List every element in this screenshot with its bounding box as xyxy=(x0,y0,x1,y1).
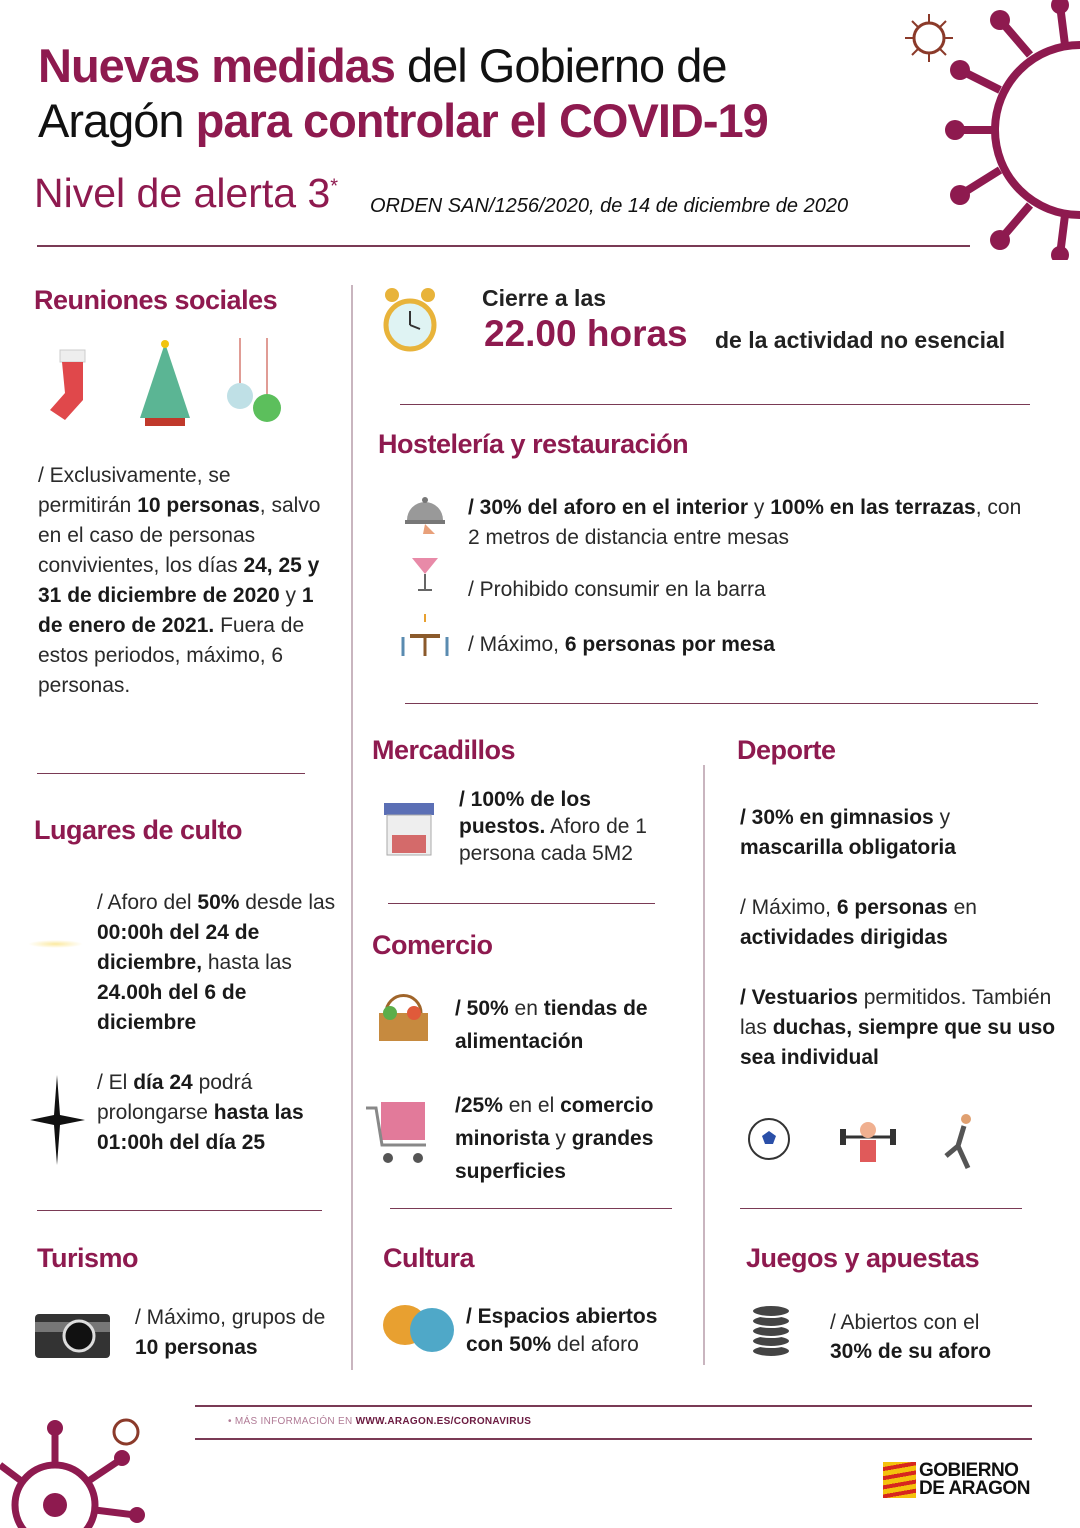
page-title xyxy=(38,38,768,148)
more-info-label: MÁS INFORMACIÓN EN xyxy=(234,1416,356,1427)
bold-text: Nuevas medidas xyxy=(38,39,395,92)
bold-text: duchas, siempre que su uso sea individual xyxy=(740,1016,1056,1069)
text: permitidos. También las xyxy=(740,986,1052,1039)
deporte-item-2 xyxy=(740,893,1040,953)
text: Aragón xyxy=(38,94,196,147)
alert-asterisk: * xyxy=(330,175,339,198)
comercio-item-1 xyxy=(455,992,690,1058)
aragon-flag-icon xyxy=(883,1462,916,1498)
bold-text: 00:00h del 24 de diciembre, xyxy=(97,921,260,974)
bold-text: hasta las 01:00h del día 25 xyxy=(97,1101,304,1154)
bold-text: / Vestuarios xyxy=(740,986,858,1009)
bold-text: día 24 xyxy=(133,1071,193,1094)
basket-icon xyxy=(376,993,431,1045)
text: , con 2 metros de distancia entre mesas xyxy=(468,496,1022,549)
text: / Máximo, xyxy=(740,896,837,919)
logo-line-1: GOBIERNO xyxy=(919,1460,1019,1481)
shopping-cart-icon xyxy=(366,1100,431,1165)
market-stall-icon xyxy=(384,803,434,858)
reuniones-text xyxy=(38,461,323,701)
divider xyxy=(390,1208,672,1209)
bold-text: /25% xyxy=(455,1094,503,1117)
hosteleria-item-2 xyxy=(468,575,1028,605)
bold-text: 6 personas por mesa xyxy=(564,633,775,656)
turismo-title: Turismo xyxy=(37,1243,139,1273)
alarm-clock-icon xyxy=(380,283,440,358)
hosteleria-title: Hostelería y restauración xyxy=(378,429,689,459)
cloche-icon xyxy=(405,490,445,535)
bold-text: tiendas de alimentación xyxy=(455,997,648,1053)
column-divider xyxy=(703,765,705,1365)
gobierno-aragon-logo xyxy=(883,1462,1030,1498)
bold-text: 10 personas xyxy=(137,494,260,517)
table-chairs-icon xyxy=(400,612,450,657)
divider xyxy=(740,1208,1022,1209)
bold-text: 100% en las terrazas xyxy=(770,496,976,519)
text: / El xyxy=(97,1071,134,1094)
text: podrá prolongarse xyxy=(97,1071,253,1124)
cierre-label: Cierre a las xyxy=(482,285,607,311)
reuniones-title: Reuniones sociales xyxy=(34,285,278,315)
bold-text: actividades dirigidas xyxy=(740,926,948,949)
camera-icon xyxy=(35,1308,110,1358)
bold-text: / Espacios abiertos con 50% xyxy=(466,1305,658,1356)
divider xyxy=(37,773,305,774)
text: del aforo xyxy=(551,1333,639,1356)
deporte-title: Deporte xyxy=(737,735,836,765)
text: y xyxy=(279,584,302,607)
footer-divider-bottom xyxy=(195,1438,1032,1440)
text: en xyxy=(947,896,977,919)
text: y xyxy=(748,496,771,519)
culto-title: Lugares de culto xyxy=(34,815,243,845)
bold-text: para controlar el COVID-19 xyxy=(195,94,768,147)
deporte-item-1 xyxy=(740,803,1040,863)
text: en el xyxy=(502,1094,561,1117)
turismo-text xyxy=(135,1303,335,1363)
deporte-item-3 xyxy=(740,983,1060,1073)
text: del Gobierno de xyxy=(394,39,727,92)
mercadillos-text xyxy=(459,786,674,867)
divider xyxy=(37,1210,322,1211)
casino-chips-icon xyxy=(750,1303,792,1358)
header-divider xyxy=(37,245,970,247)
cierre-suffix: de la actividad no esencial xyxy=(715,327,1006,353)
more-info: • MÁS INFORMACIÓN EN WWW.ARAGON.ES/CORONAVIRUS xyxy=(228,1416,532,1427)
bold-text: comercio minorista xyxy=(455,1094,654,1150)
alert-level-text: Nivel de alerta 3 xyxy=(34,170,331,216)
bold-text: 24, 25 y 31 de diciembre de 2020 xyxy=(38,554,320,607)
cierre-time: 22.00 horas xyxy=(484,313,688,354)
bold-text: / 30% del aforo en el interior xyxy=(468,496,749,519)
virus-icon xyxy=(940,0,1080,260)
stocking-icon xyxy=(45,345,95,425)
text: / Prohibido consumir en la barra xyxy=(468,578,766,601)
bold-text: mascarilla obligatoria xyxy=(740,836,956,859)
cocktail-icon xyxy=(410,550,440,595)
text: hasta las xyxy=(202,951,292,974)
juegos-text xyxy=(830,1308,1020,1366)
mercadillos-title: Mercadillos xyxy=(372,735,516,765)
runner-icon xyxy=(940,1112,980,1170)
bold-text: / 100% de los puestos. xyxy=(459,788,591,838)
bold-text: 10 personas xyxy=(135,1336,258,1359)
comercio-title: Comercio xyxy=(372,930,493,960)
text: Fuera de estos periodos, máximo, 6 personas. xyxy=(38,614,305,697)
text: y xyxy=(549,1127,572,1150)
logo-line-2: DE ARAGON xyxy=(919,1478,1030,1499)
cultura-text xyxy=(466,1303,691,1359)
small-virus-icon xyxy=(903,12,955,64)
ornaments-icon xyxy=(225,338,285,428)
theater-masks-icon xyxy=(380,1300,458,1355)
alert-level xyxy=(34,170,338,217)
text: / Aforo del xyxy=(97,891,198,914)
bold-text: 24.00h del 6 de diciembre xyxy=(97,981,247,1034)
bold-text: 6 personas xyxy=(836,896,948,919)
christmas-tree-icon xyxy=(135,338,195,428)
more-info-link[interactable]: WWW.ARAGON.ES/CORONAVIRUS xyxy=(355,1416,532,1427)
text: / Máximo, grupos de xyxy=(135,1306,326,1329)
text: desde las xyxy=(239,891,336,914)
cultura-title: Cultura xyxy=(383,1243,474,1273)
text: , salvo en el caso de personas convivientes, los días xyxy=(38,494,321,577)
divider xyxy=(388,903,655,904)
comercio-item-2 xyxy=(455,1089,695,1188)
text: y xyxy=(933,806,951,829)
soccer-ball-icon xyxy=(747,1117,791,1161)
text: / Máximo, xyxy=(468,633,565,656)
virus-icon-bottom xyxy=(0,1410,150,1528)
order-reference: ORDEN SAN/1256/2020, de 14 de diciembre de 2020 xyxy=(370,195,849,217)
weightlifter-icon xyxy=(838,1115,898,1167)
bold-text: / 30% en gimnasios xyxy=(740,806,934,829)
text: / Abiertos con el xyxy=(830,1311,980,1334)
column-divider xyxy=(351,285,353,1370)
juegos-title: Juegos y apuestas xyxy=(746,1243,980,1273)
bold-text: 30% de su aforo xyxy=(830,1340,992,1363)
divider xyxy=(400,404,1030,405)
hosteleria-item-1 xyxy=(468,493,1038,553)
footer-divider-top xyxy=(195,1405,1032,1407)
culto-text-1 xyxy=(97,888,347,1038)
text: / Exclusivamente, se permitirán xyxy=(38,464,231,517)
bold-text: / 50% xyxy=(455,997,509,1020)
text: en xyxy=(508,997,544,1020)
text: Aforo de 1 persona cada 5M2 xyxy=(459,815,647,865)
culto-text-2 xyxy=(97,1068,337,1158)
bold-text: 50% xyxy=(197,891,240,914)
hosteleria-item-3 xyxy=(468,630,1028,660)
divider xyxy=(405,703,1038,704)
bold-text: 1 de enero de 2021. xyxy=(38,584,314,637)
bold-text: grandes superficies xyxy=(455,1127,654,1183)
star-icon xyxy=(30,1075,85,1165)
glow-icon xyxy=(28,940,83,948)
